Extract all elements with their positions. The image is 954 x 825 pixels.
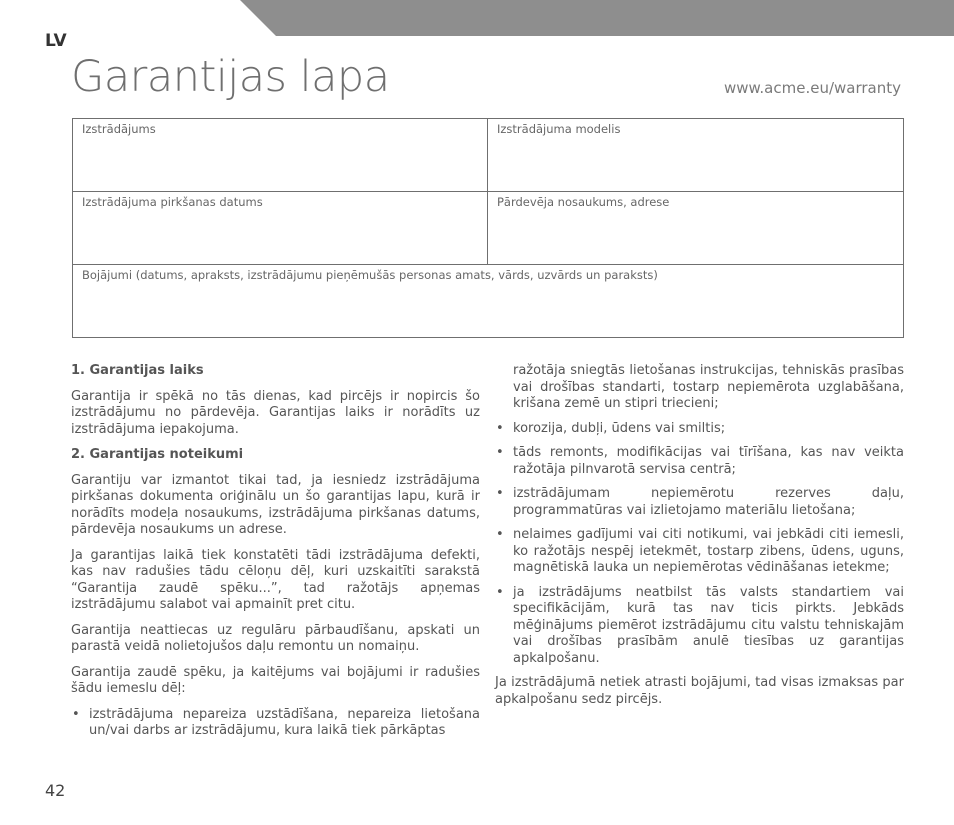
page-number: 42 (45, 781, 66, 800)
bullet: • (496, 445, 504, 460)
model-label: Izstrādājuma modelis (497, 122, 621, 136)
paragraph-terms-4: Garantija zaudē spēku, ja kaitējums vai bojājumi ir radušies šādu iemeslu dēļ: (71, 664, 480, 696)
seller-label: Pārdevēja nosaukums, adrese (497, 195, 670, 209)
section-heading-warranty-terms: 2. Garantijas noteikumi (71, 447, 244, 462)
list-item: • korozija, dubļi, ūdens vai smiltis; (496, 420, 726, 436)
paragraph-terms-2: Ja garantijas laikā tiek konstatēti tādi izstrādājuma defekti, kas nav radušies tādu cēloņu dēļ, kuri uzskaitīti sarakstā “Garantija zaudē spēku...”, tad ražotājs apņemas izstrādājumu salabot vai apmainīt pret citu. (71, 547, 480, 612)
product-label: Izstrādājums (82, 122, 156, 136)
paragraph-warranty-period: Garantija ir spēkā no tās dienas, kad pircējs ir nopircis šo izstrādājumu no pārdevēja. Garantijas laiks ir norādīts uz izstrādājuma iepakojuma. (71, 388, 480, 437)
list-item: • ja izstrādājums neatbilst tās valsts standartiem vai specifikācijām, kurā tas nav ticis pirkts. Jebkāds mēģinājums piemērot izstrādājumu citu valstu tehniskajām vai drošības prasībām anulē tiesības uz garantijas apkalpošanu. (496, 584, 904, 666)
purchase-date-field[interactable] (73, 192, 488, 265)
purchase-date-label: Izstrādājuma pirkšanas datums (82, 195, 263, 209)
header-band (240, 0, 954, 36)
model-field[interactable] (488, 119, 903, 192)
right-column (495, 363, 904, 717)
list-item: • izstrādājuma nepareiza uzstādīšana, nepareiza lietošana un/vai darbs ar izstrādājumu, kura laikā tiek pārkāptas (72, 706, 480, 738)
bullet: • (496, 486, 504, 501)
list-item-continuation: ražotāja sniegtās lietošanas instrukcijas, tehniskās prasības vai drošības standarti, tostarp nepiemērota uzglabāšana, krišana zemē un stipri triecieni; (513, 363, 904, 411)
void-conditions-list (71, 707, 480, 740)
bullet: • (496, 584, 504, 600)
list-item: • tāds remonts, modifikācijas vai tīrīšana, kas nav veikta ražotāja pilnvarotā servisa centrā; (496, 445, 904, 477)
paragraph-terms-1: Garantiju var izmantot tikai tad, ja iesniedz izstrādājuma pirkšanas dokumenta oriģinālu un šo garantijas lapu, kurā ir norādīts modeļa nosaukums, izstrādājuma pirkšanas datums, pārdevēja nosaukums un adrese. (71, 472, 480, 537)
bullet: • (496, 527, 504, 542)
paragraph-terms-3: Garantija neattiecas uz regulāru pārbaudīšanu, apskati un parastā veidā nolietojušos daļu remontu un nomaiņu. (71, 622, 480, 654)
warranty-form (72, 118, 904, 338)
page-title: Garantijas lapa (71, 52, 390, 102)
bullet: • (72, 706, 80, 722)
warranty-url: www.acme.eu/warranty (723, 79, 901, 97)
section-heading-warranty-period: 1. Garantijas laiks (71, 363, 204, 378)
damages-label: Bojājumi (datums, apraksts, izstrādājumu pieņēmušās personas amats, vārds, uzvārds un paraksts) (82, 268, 658, 282)
damages-field[interactable] (73, 265, 903, 337)
closing-paragraph: Ja izstrādājumā netiek atrasti bojājumi, tad visas izmaksas par apkalpošanu sedz pircējs. (495, 675, 904, 707)
language-code: LV (45, 31, 67, 51)
list-item: • izstrādājumam nepiemērotu rezerves daļu, programmatūras vai izlietojamo materiālu lietošana; (496, 486, 904, 518)
bullet: • (496, 420, 504, 436)
product-field[interactable] (73, 119, 488, 192)
list-item: • nelaimes gadījumi vai citi notikumi, vai jebkādi citi iemesli, ko ražotājs nespēj ietekmēt, tostarp zibens, ūdens, uguns, magnētiskā lauka un nepiemērotas vēdināšanas ietekme; (496, 527, 904, 575)
left-column (71, 363, 480, 748)
seller-field[interactable] (488, 192, 903, 265)
void-conditions-list-continued (495, 421, 904, 668)
